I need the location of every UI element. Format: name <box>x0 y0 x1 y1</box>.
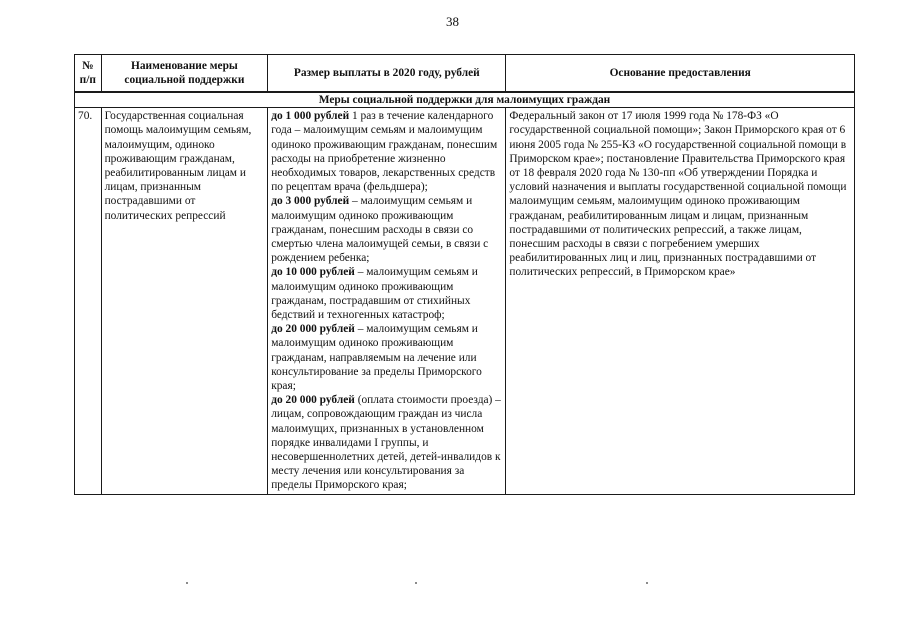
payment-description: (оплата стоимости проезда) – лицам, сопровождающим граждан из числа малоимущих, признанных в установленном порядке инвалидами I группы, и несовершеннолетних детей, детей-инвалидов к месту лечения или консультирования за пределы Приморского края; <box>271 394 501 492</box>
payment-item <box>271 109 502 194</box>
payment-item <box>271 393 502 492</box>
payment-amount: до 20 000 рублей <box>271 394 355 407</box>
payment-amount: до 20 000 рублей <box>271 323 355 336</box>
payment-amount: до 1 000 рублей <box>271 110 350 123</box>
page-number: 38 <box>446 14 459 29</box>
payment-item <box>271 322 502 393</box>
scan-artifacts <box>0 582 905 590</box>
scan-dot <box>415 582 417 584</box>
payment-amount: до 10 000 рублей <box>271 266 355 279</box>
table-header-row <box>75 55 855 93</box>
header-basis: Основание предоставления <box>506 55 855 93</box>
scan-dot <box>186 582 188 584</box>
payment-amount-cell <box>268 108 506 494</box>
payment-description: 1 раз в течение календарного года – малоимущим семьям и малоимущим одиноко проживающим гражданам, понесшим расходы на приобретение жизненно необходимых товаров, лекарственных средств по рецептам врача (фельдшера); <box>271 110 498 194</box>
header-payment-amount: Размер выплаты в 2020 году, рублей <box>268 55 506 93</box>
section-title: Меры социальной поддержки для малоимущих граждан <box>75 92 855 108</box>
measure-name-cell: Государственная социальная помощь малоимущим семьям, малоимущим, одиноко проживающим гражданам, реабилитированным лицам и лицам, признанным пострадавшими от политических репрессий <box>101 108 268 494</box>
payment-item <box>271 265 502 322</box>
social-support-table <box>74 54 855 495</box>
legal-basis-cell: Федеральный закон от 17 июля 1999 года № 178-ФЗ «О государственной социальной помощи»; Закон Приморского края от 6 июня 2005 года № 255-КЗ «О государственной социальной помощи в Приморском крае»; постановление Правительства Приморского края от 18 февраля 2020 года № 130-пп «Об утверждении Порядка и условий назначения и выплаты государственной социальной помощи малоимущим семьям, малоимущим одиноко проживающим гражданам, реабилитированным лицам и лицам, признанным пострадавшими от политических репрессий, а также лицам, понесшим расходы в связи с погребением умерших реабилитированных лиц и лиц, признанных пострадавшими от политических репрессий, в Приморском крае» <box>506 108 855 494</box>
payment-item <box>271 194 502 265</box>
payment-amount: до 3 000 рублей <box>271 195 350 208</box>
payment-description: – малоимущим семьям и малоимущим одиноко проживающим гражданам, пострадавшим от стихийных бедствий и техногенных катастроф; <box>271 266 478 322</box>
row-number: 70. <box>75 108 102 494</box>
payment-description: – малоимущим семьям и малоимущим одиноко проживающим гражданам, направляемым на лечение или консультирование за пределы Приморского края; <box>271 323 482 393</box>
table-row <box>75 108 855 494</box>
header-measure-name: Наименование меры социальной поддержки <box>101 55 268 93</box>
payment-description: – малоимущим семьям и малоимущим одиноко проживающим гражданам, понесшим расходы в связи со смертью члена малоимущей семьи, в связи с рождением ребенка; <box>271 195 489 265</box>
section-row <box>75 92 855 108</box>
header-num: № п/п <box>75 55 102 93</box>
scan-dot <box>646 582 648 584</box>
